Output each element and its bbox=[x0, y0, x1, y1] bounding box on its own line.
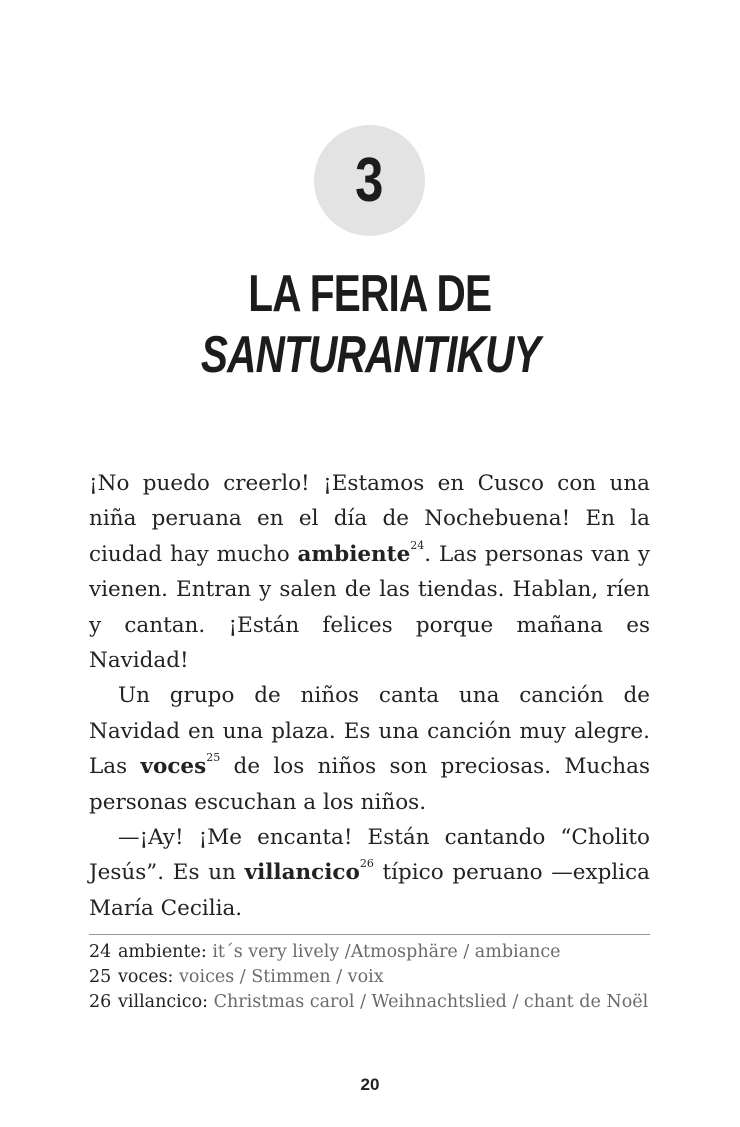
paragraph-2 bbox=[89, 678, 650, 820]
footnote-25 bbox=[89, 965, 650, 990]
chapter-title-text-1: LA FERIA DE bbox=[248, 265, 492, 323]
footnote-translation: Christmas carol / Weihnachtslied / chant de Noël bbox=[213, 992, 649, 1012]
footnotes bbox=[89, 940, 650, 1015]
footnote-body bbox=[118, 940, 650, 965]
footnote-ref-25: 25 bbox=[206, 751, 221, 765]
glossary-term-voces: voces bbox=[140, 754, 207, 780]
paragraph-2-text-a: Un grupo de niños canta una canción de Navidad en una plaza. Es una canción muy alegre. Las bbox=[89, 683, 650, 780]
footnote-ref-24: 24 bbox=[410, 538, 425, 552]
glossary-term-villancico: villancico bbox=[244, 860, 360, 886]
footnote-26 bbox=[89, 990, 650, 1015]
footnote-number: 25 bbox=[89, 967, 112, 987]
glossary-term-ambiente: ambiente bbox=[297, 541, 411, 567]
chapter-title-text-2: SANTURANTIKUY bbox=[200, 326, 540, 384]
paragraph-1-text-a: ¡No puedo creerlo! ¡Estamos en Cusco con una niña peruana en el día de Nochebuena! En la ciudad hay mucho bbox=[89, 471, 650, 567]
page-number: 20 bbox=[360, 1075, 380, 1094]
footnote-number: 26 bbox=[89, 992, 112, 1012]
footnote-ref-26: 26 bbox=[359, 857, 374, 871]
paragraph-2-text-b: de los niños son preciosas. Muchas personas escuchan a los niños. bbox=[89, 754, 650, 815]
body-text bbox=[89, 466, 650, 926]
paragraph-3-text-a: —¡Ay! ¡Me encanta! Están cantando “Cholito Jesús”. Es un bbox=[89, 825, 650, 886]
footnote-divider bbox=[89, 934, 650, 935]
chapter-title-line-2 bbox=[0, 325, 740, 385]
chapter-title-line-1 bbox=[0, 264, 740, 324]
paragraph-1 bbox=[89, 466, 650, 678]
footnote-24 bbox=[89, 940, 650, 965]
footnote-body bbox=[118, 965, 650, 990]
footnote-term: voces: bbox=[118, 967, 174, 987]
paragraph-1-text-b: . Las personas van y vienen. Entran y salen de las tiendas. Hablan, ríen y cantan. ¡Están felices porque mañana es Navidad! bbox=[89, 541, 650, 674]
chapter-number: 3 bbox=[355, 145, 384, 215]
chapter-number-badge bbox=[314, 125, 425, 236]
footnote-number: 24 bbox=[89, 942, 112, 962]
footnote-body bbox=[118, 990, 650, 1015]
footnote-translation: voices / Stimmen / voix bbox=[179, 967, 384, 987]
footnote-term: villancico: bbox=[118, 992, 209, 1012]
paragraph-3 bbox=[89, 820, 650, 926]
paragraph-3-text-b: típico peruano —explica María Cecilia. bbox=[89, 860, 650, 921]
footnote-term: ambiente: bbox=[118, 942, 207, 962]
footnote-translation: it´s very lively /Atmosphäre / ambiance bbox=[212, 942, 561, 962]
